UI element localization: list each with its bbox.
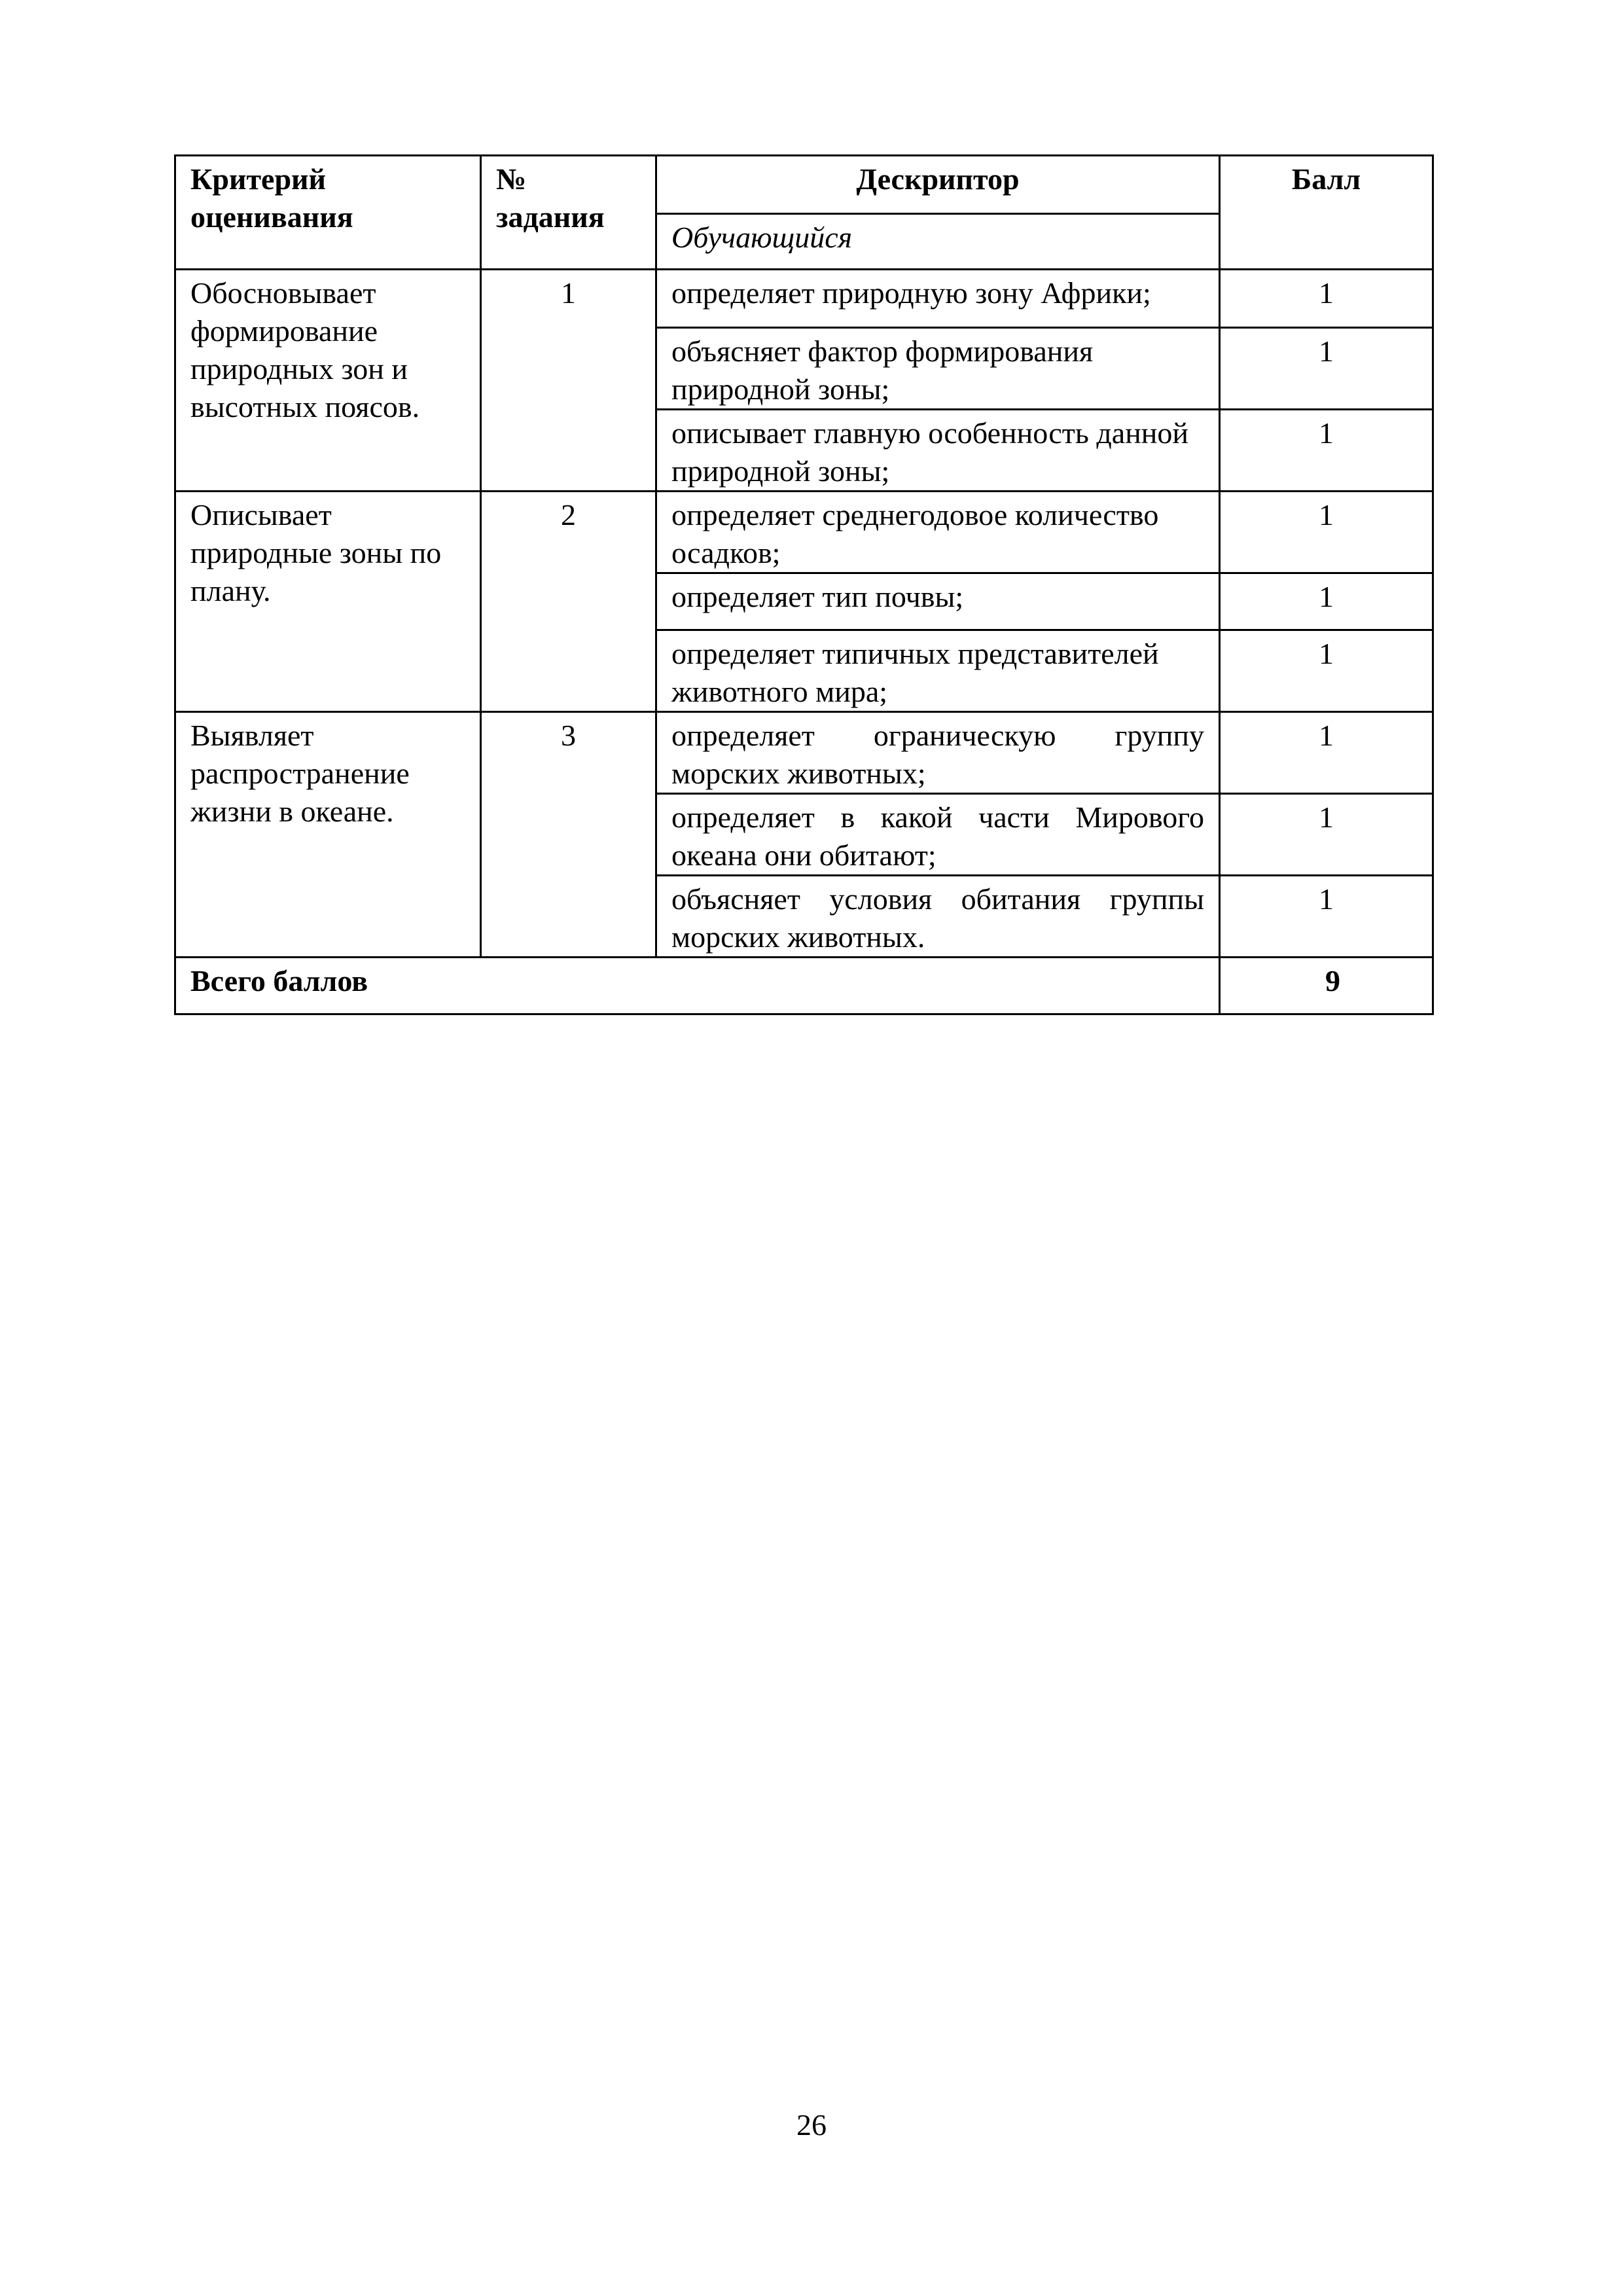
total-label: Всего баллов (175, 958, 1220, 1014)
descriptor-cell: объясняет фактор формирования природной зоны; (656, 328, 1220, 410)
total-value: 9 (1220, 958, 1433, 1014)
score-cell: 1 (1220, 270, 1433, 328)
descriptor-cell: определяет ограническую группу морских животных; (656, 712, 1220, 794)
header-descriptor: Дескриптор (656, 156, 1220, 214)
task-number-cell: 2 (481, 492, 656, 712)
table-row (175, 270, 1433, 328)
header-task-number: № задания (481, 156, 656, 270)
descriptor-cell: определяет типичных представителей животного мира; (656, 630, 1220, 712)
score-cell: 1 (1220, 573, 1433, 630)
descriptor-cell: описывает главную особенность данной природной зоны; (656, 410, 1220, 492)
criterion-cell: Обосновывает формирование природных зон и высотных поясов. (175, 270, 481, 492)
criterion-cell: Описывает природные зоны по плану. (175, 492, 481, 712)
score-cell: 1 (1220, 492, 1433, 573)
score-cell: 1 (1220, 794, 1433, 876)
descriptor-cell: определяет природную зону Африки; (656, 270, 1220, 328)
score-cell: 1 (1220, 410, 1433, 492)
header-learner: Обучающийся (656, 214, 1220, 270)
score-cell: 1 (1220, 328, 1433, 410)
descriptor-cell: определяет в какой части Мирового океана они обитают; (656, 794, 1220, 876)
header-row (175, 156, 1433, 214)
task-number-cell: 1 (481, 270, 656, 492)
score-cell: 1 (1220, 630, 1433, 712)
score-cell: 1 (1220, 876, 1433, 958)
assessment-rubric-table (174, 154, 1434, 1015)
criterion-cell: Выявляет распространение жизни в океане. (175, 712, 481, 958)
page-number: 26 (796, 2108, 827, 2142)
total-row (175, 958, 1433, 1014)
table-row (175, 492, 1433, 573)
score-cell: 1 (1220, 712, 1433, 794)
descriptor-cell: определяет тип почвы; (656, 573, 1220, 630)
descriptor-cell: объясняет условия обитания группы морских животных. (656, 876, 1220, 958)
table-row (175, 712, 1433, 794)
header-criterion: Критерий оценивания (175, 156, 481, 270)
header-score: Балл (1220, 156, 1433, 270)
task-number-cell: 3 (481, 712, 656, 958)
descriptor-cell: определяет среднегодовое количество осадков; (656, 492, 1220, 573)
